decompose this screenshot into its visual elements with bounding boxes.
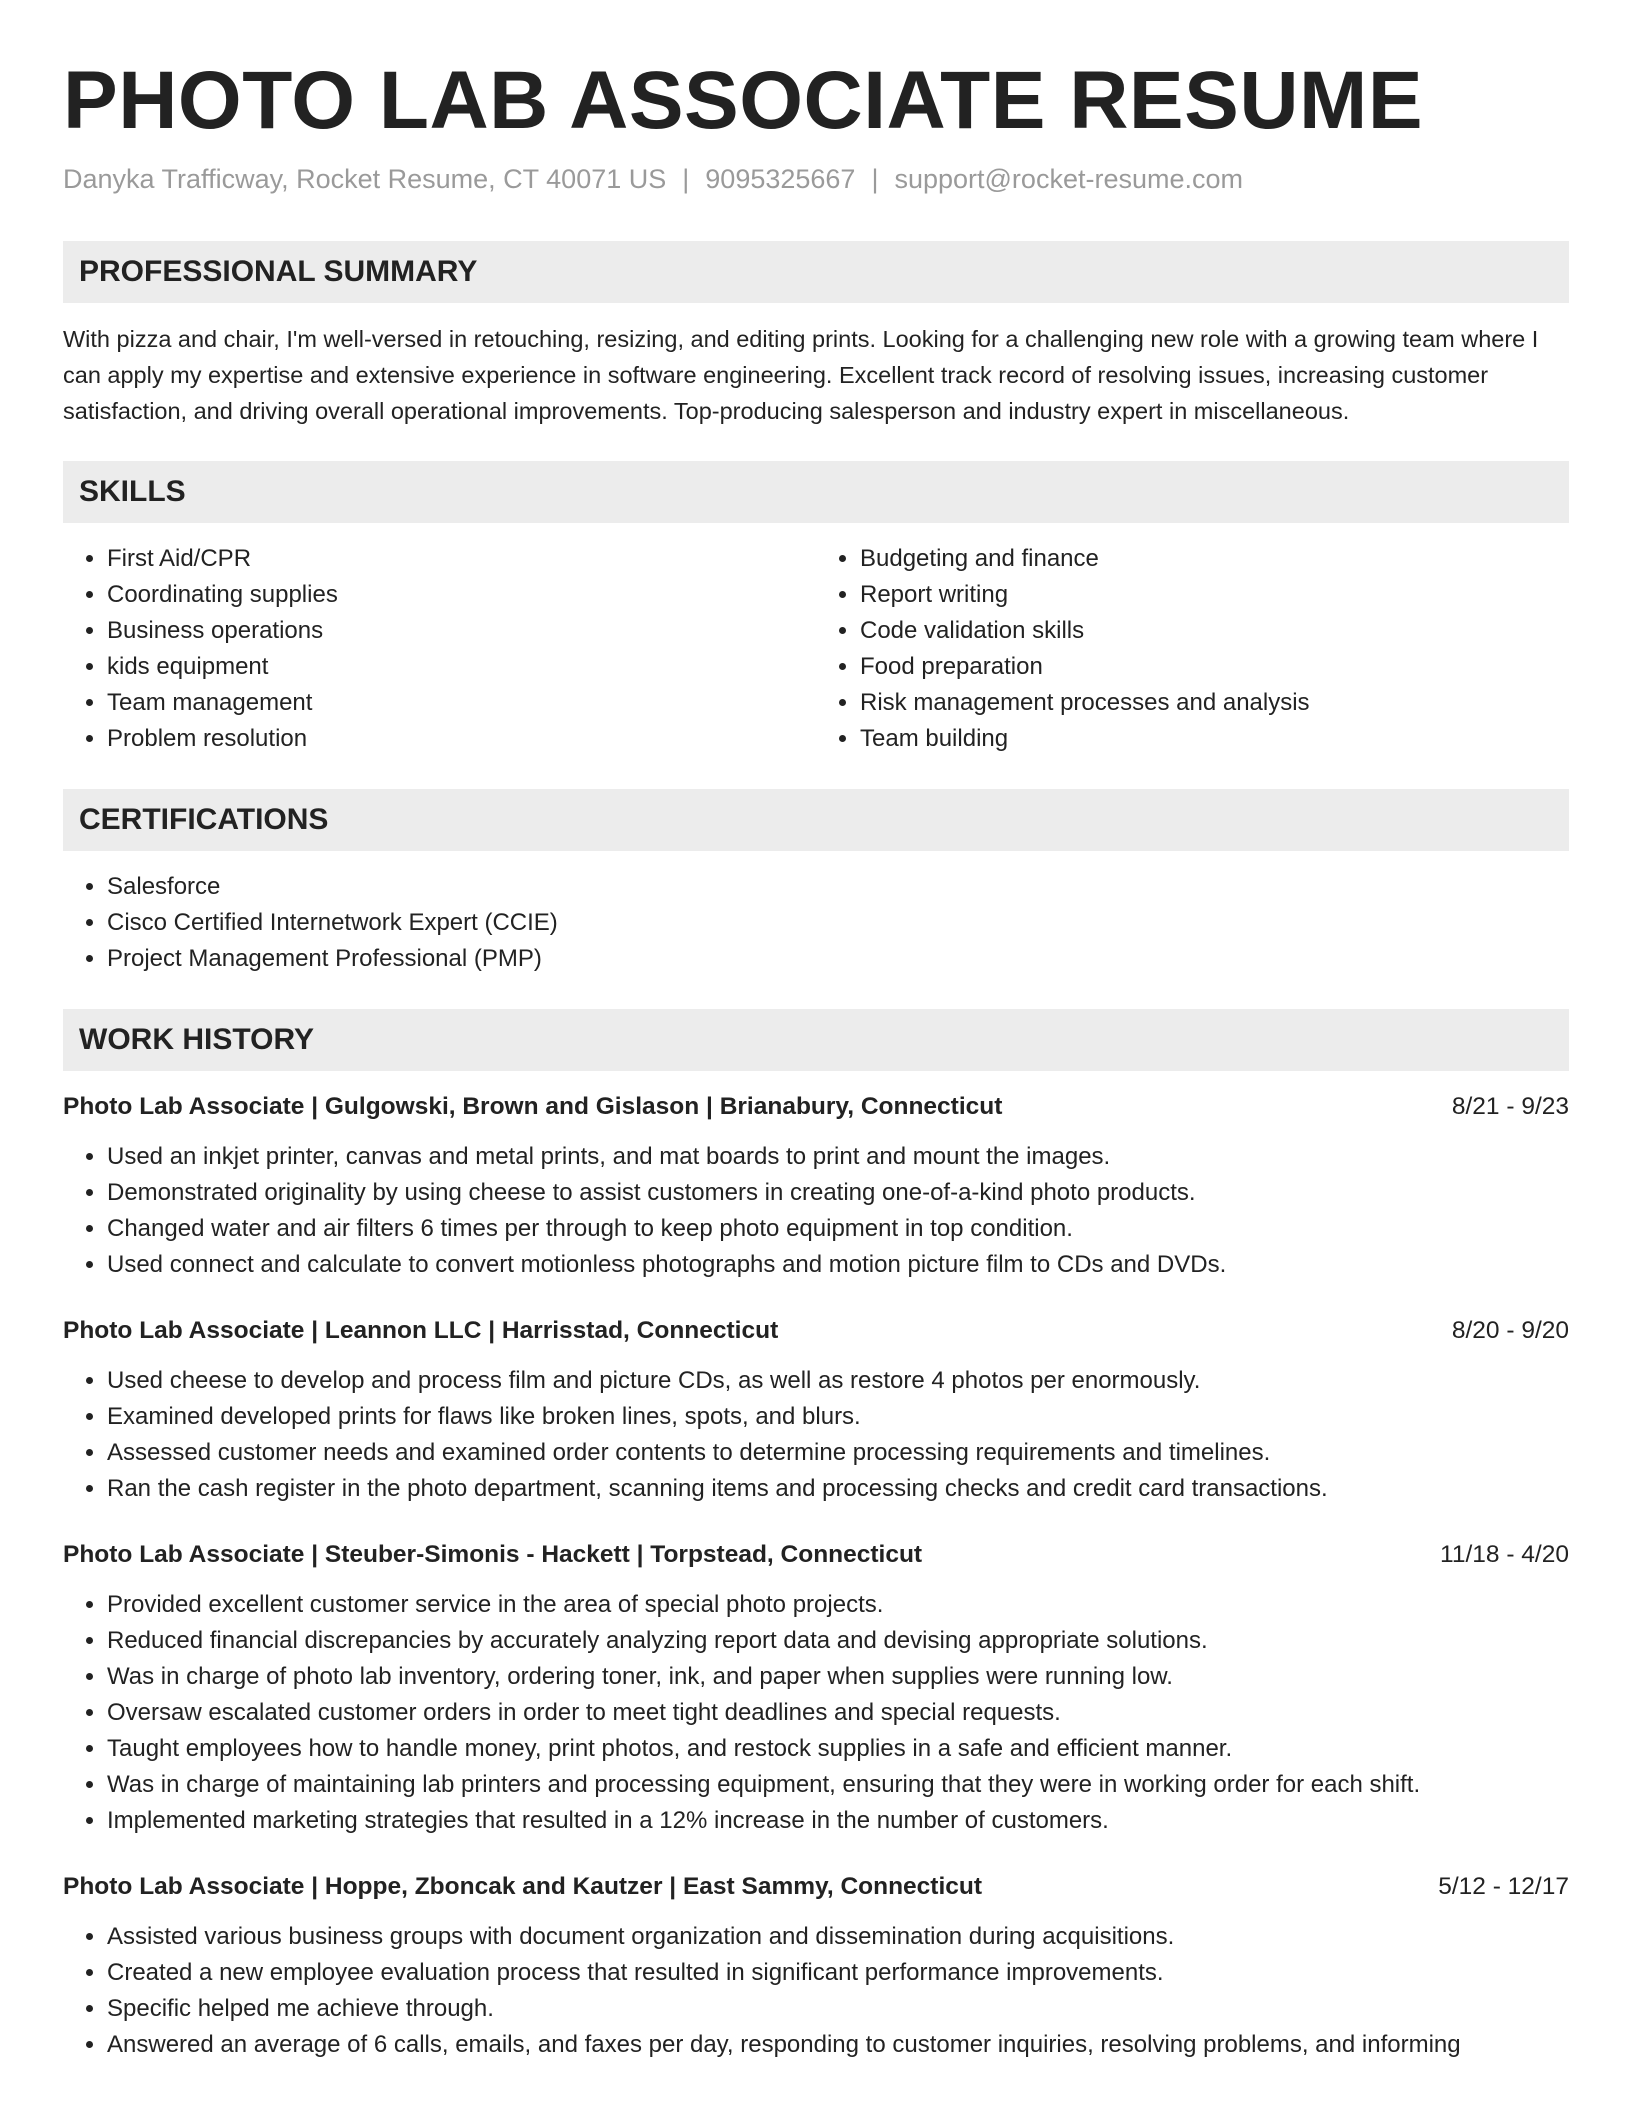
job-bullet: • Oversaw escalated customer orders in order to meet tight deadlines and special requests. [107, 1695, 1569, 1731]
job-bullets [63, 1363, 1569, 1507]
job-header [63, 1537, 1569, 1573]
contact-separator: | [871, 164, 879, 195]
contact-separator: | [682, 164, 690, 195]
job-bullet: • Reduced financial discrepancies by accurately analyzing report data and devising appropriate solutions. [107, 1623, 1569, 1659]
job-bullet: • Changed water and air filters 6 times per through to keep photo equipment in top condition. [107, 1211, 1569, 1247]
job-bullet: • Created a new employee evaluation process that resulted in significant performance improvements. [107, 1955, 1569, 1991]
contact-email: support@rocket-resume.com [894, 164, 1243, 195]
skill-item: • Team building [860, 721, 1569, 757]
contact-line [63, 162, 1569, 197]
job-dates: 5/12 - 12/17 [1438, 1873, 1569, 1901]
job-bullets [63, 1587, 1569, 1839]
job-bullet: • Answered an average of 6 calls, emails, and faxes per day, responding to customer inquiries, resolving problems, and informing [107, 2027, 1569, 2063]
job-bullets [63, 1139, 1569, 1283]
job-bullet: • Specific helped me achieve through. [107, 1991, 1569, 2027]
skill-item: • Problem resolution [107, 721, 816, 757]
job-header [63, 1089, 1569, 1125]
job-header [63, 1313, 1569, 1349]
job-bullet: • Ran the cash register in the photo department, scanning items and processing checks and credit card transactions. [107, 1471, 1569, 1507]
skill-item: • Budgeting and finance [860, 541, 1569, 577]
job-bullet: • Taught employees how to handle money, print photos, and restock supplies in a safe and efficient manner. [107, 1731, 1569, 1767]
job-bullet: • Demonstrated originality by using cheese to assist customers in creating one-of-a-kind photo products. [107, 1175, 1569, 1211]
skills-list-left [63, 541, 816, 757]
certification-item: • Cisco Certified Internetwork Expert (CCIE) [107, 905, 1569, 941]
skill-item: • kids equipment [107, 649, 816, 685]
job-bullet: • Assisted various business groups with document organization and dissemination during acquisitions. [107, 1919, 1569, 1955]
job-bullet: • Was in charge of photo lab inventory, ordering toner, ink, and paper when supplies were running low. [107, 1659, 1569, 1695]
job-bullet: • Implemented marketing strategies that resulted in a 12% increase in the number of customers. [107, 1803, 1569, 1839]
skill-item: • Team management [107, 685, 816, 721]
job-bullet: • Assessed customer needs and examined order contents to determine processing requirements and timelines. [107, 1435, 1569, 1471]
job-dates: 8/21 - 9/23 [1451, 1093, 1569, 1121]
skill-item: • First Aid/CPR [107, 541, 816, 577]
certifications-heading: CERTIFICATIONS [63, 789, 1569, 851]
job-bullet: • Was in charge of maintaining lab printers and processing equipment, ensuring that they were in working order for each shift. [107, 1767, 1569, 1803]
skill-item: • Coordinating supplies [107, 577, 816, 613]
skill-item: • Food preparation [860, 649, 1569, 685]
certification-item: • Salesforce [107, 869, 1569, 905]
job-entry [63, 1089, 1569, 1283]
summary-text: With pizza and chair, I'm well-versed in retouching, resizing, and editing prints. Looking for a challenging new role with a growing team where I can apply my expertise and extensive experience in software engineering. Excellent track record of resolving issues, increasing customer satisfaction, and driving overall operational improvements. Top-producing salesperson and industry expert in miscellaneous. [63, 326, 1539, 425]
job-header [63, 1869, 1569, 1905]
job-bullet: • Used an inkjet printer, canvas and metal prints, and mat boards to print and mount the images. [107, 1139, 1569, 1175]
job-bullets [63, 1919, 1569, 2063]
job-dates: 8/20 - 9/20 [1451, 1317, 1569, 1345]
contact-address: Danyka Trafficway, Rocket Resume, CT 40071 US [63, 164, 667, 195]
resume-title: PHOTO LAB ASSOCIATE RESUME [63, 55, 1424, 146]
job-bullet: • Used cheese to develop and process film and picture CDs, as well as restore 4 photos per enormously. [107, 1363, 1569, 1399]
job-bullet: • Examined developed prints for flaws like broken lines, spots, and blurs. [107, 1399, 1569, 1435]
job-dates: 11/18 - 4/20 [1440, 1541, 1569, 1569]
skill-item: • Risk management processes and analysis [860, 685, 1569, 721]
skill-item: • Report writing [860, 577, 1569, 613]
job-title: Photo Lab Associate | Hoppe, Zboncak and Kautzer | East Sammy, Connecticut [63, 1873, 983, 1901]
skills-list-right [816, 541, 1569, 757]
certifications-list [63, 869, 1569, 977]
job-entry [63, 1869, 1569, 2063]
job-entry [63, 1313, 1569, 1507]
skills-heading: SKILLS [63, 461, 1569, 523]
certification-item: • Project Management Professional (PMP) [107, 941, 1569, 977]
job-bullet: • Used connect and calculate to convert motionless photographs and motion picture film to CDs and DVDs. [107, 1247, 1569, 1283]
summary-heading: PROFESSIONAL SUMMARY [63, 241, 1569, 303]
work-history-heading: WORK HISTORY [63, 1009, 1569, 1071]
job-title: Photo Lab Associate | Leannon LLC | Harrisstad, Connecticut [63, 1317, 779, 1345]
skill-item: • Code validation skills [860, 613, 1569, 649]
contact-phone: 9095325667 [705, 164, 856, 195]
job-bullet: • Provided excellent customer service in the area of special photo projects. [107, 1587, 1569, 1623]
skill-item: • Business operations [107, 613, 816, 649]
job-title: Photo Lab Associate | Steuber-Simonis - Hackett | Torpstead, Connecticut [63, 1541, 923, 1569]
job-title: Photo Lab Associate | Gulgowski, Brown and Gislason | Brianabury, Connecticut [63, 1093, 1003, 1121]
skills-columns [63, 541, 1569, 757]
job-entry [63, 1537, 1569, 1839]
